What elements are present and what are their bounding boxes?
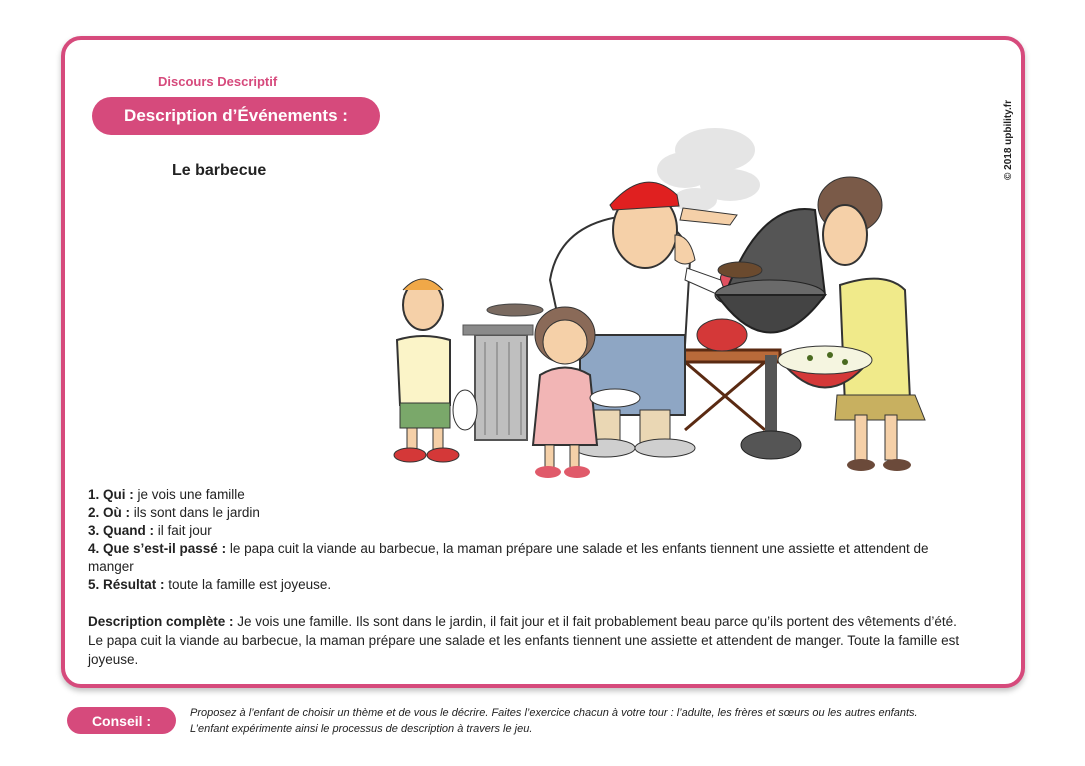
topic-title: Le barbecue: [172, 162, 267, 179]
list-item: 2. Où : ils sont dans le jardin: [88, 505, 260, 520]
question-list: [88, 486, 968, 594]
table: [670, 350, 780, 430]
category-heading: Discours Descriptif: [158, 74, 278, 89]
tip-line-1: Proposez à l’enfant de choisir un thème et de vous le décrire. Faites l’exercice chacun à votre tour : l’adulte, les frères et sœurs ou les autres enfants.: [190, 707, 918, 719]
full-description: [88, 612, 968, 669]
copyright-notice: © 2018 upbility.fr: [1003, 100, 1014, 180]
full-description-text: Je vois une famille. Ils sont dans le jardin, il fait jour et il fait probablement beau parce qu’ils portent des vêtements d’été. Le papa cuit la viande au barbecue, la maman prépare une salade et les enfants tiennent une assiette et attendent de manger. Toute la famille est joyeuse.: [88, 614, 960, 667]
grill: [697, 209, 825, 459]
list-item: 1. Qui : je vois une famille: [88, 487, 245, 502]
family-barbecue-illustration: [385, 110, 960, 490]
boy: [394, 279, 477, 462]
full-description-label: Description complète :: [88, 614, 234, 629]
list-item: 4. Que s’est-il passé : le papa cuit la viande au barbecue, la maman prépare une salade et les enfants tiennent une assiette et attendent de manger: [88, 541, 929, 574]
list-item: 5. Résultat : toute la famille est joyeuse.: [88, 577, 332, 592]
page-title: Description d’Événements :: [92, 97, 380, 135]
list-item: 3. Quand : il fait jour: [88, 523, 212, 538]
tip-label: Conseil :: [67, 707, 176, 734]
tip-text: [190, 705, 1050, 737]
tip-line-2: L’enfant expérimente ainsi le processus de description à travers le jeu.: [190, 723, 533, 735]
